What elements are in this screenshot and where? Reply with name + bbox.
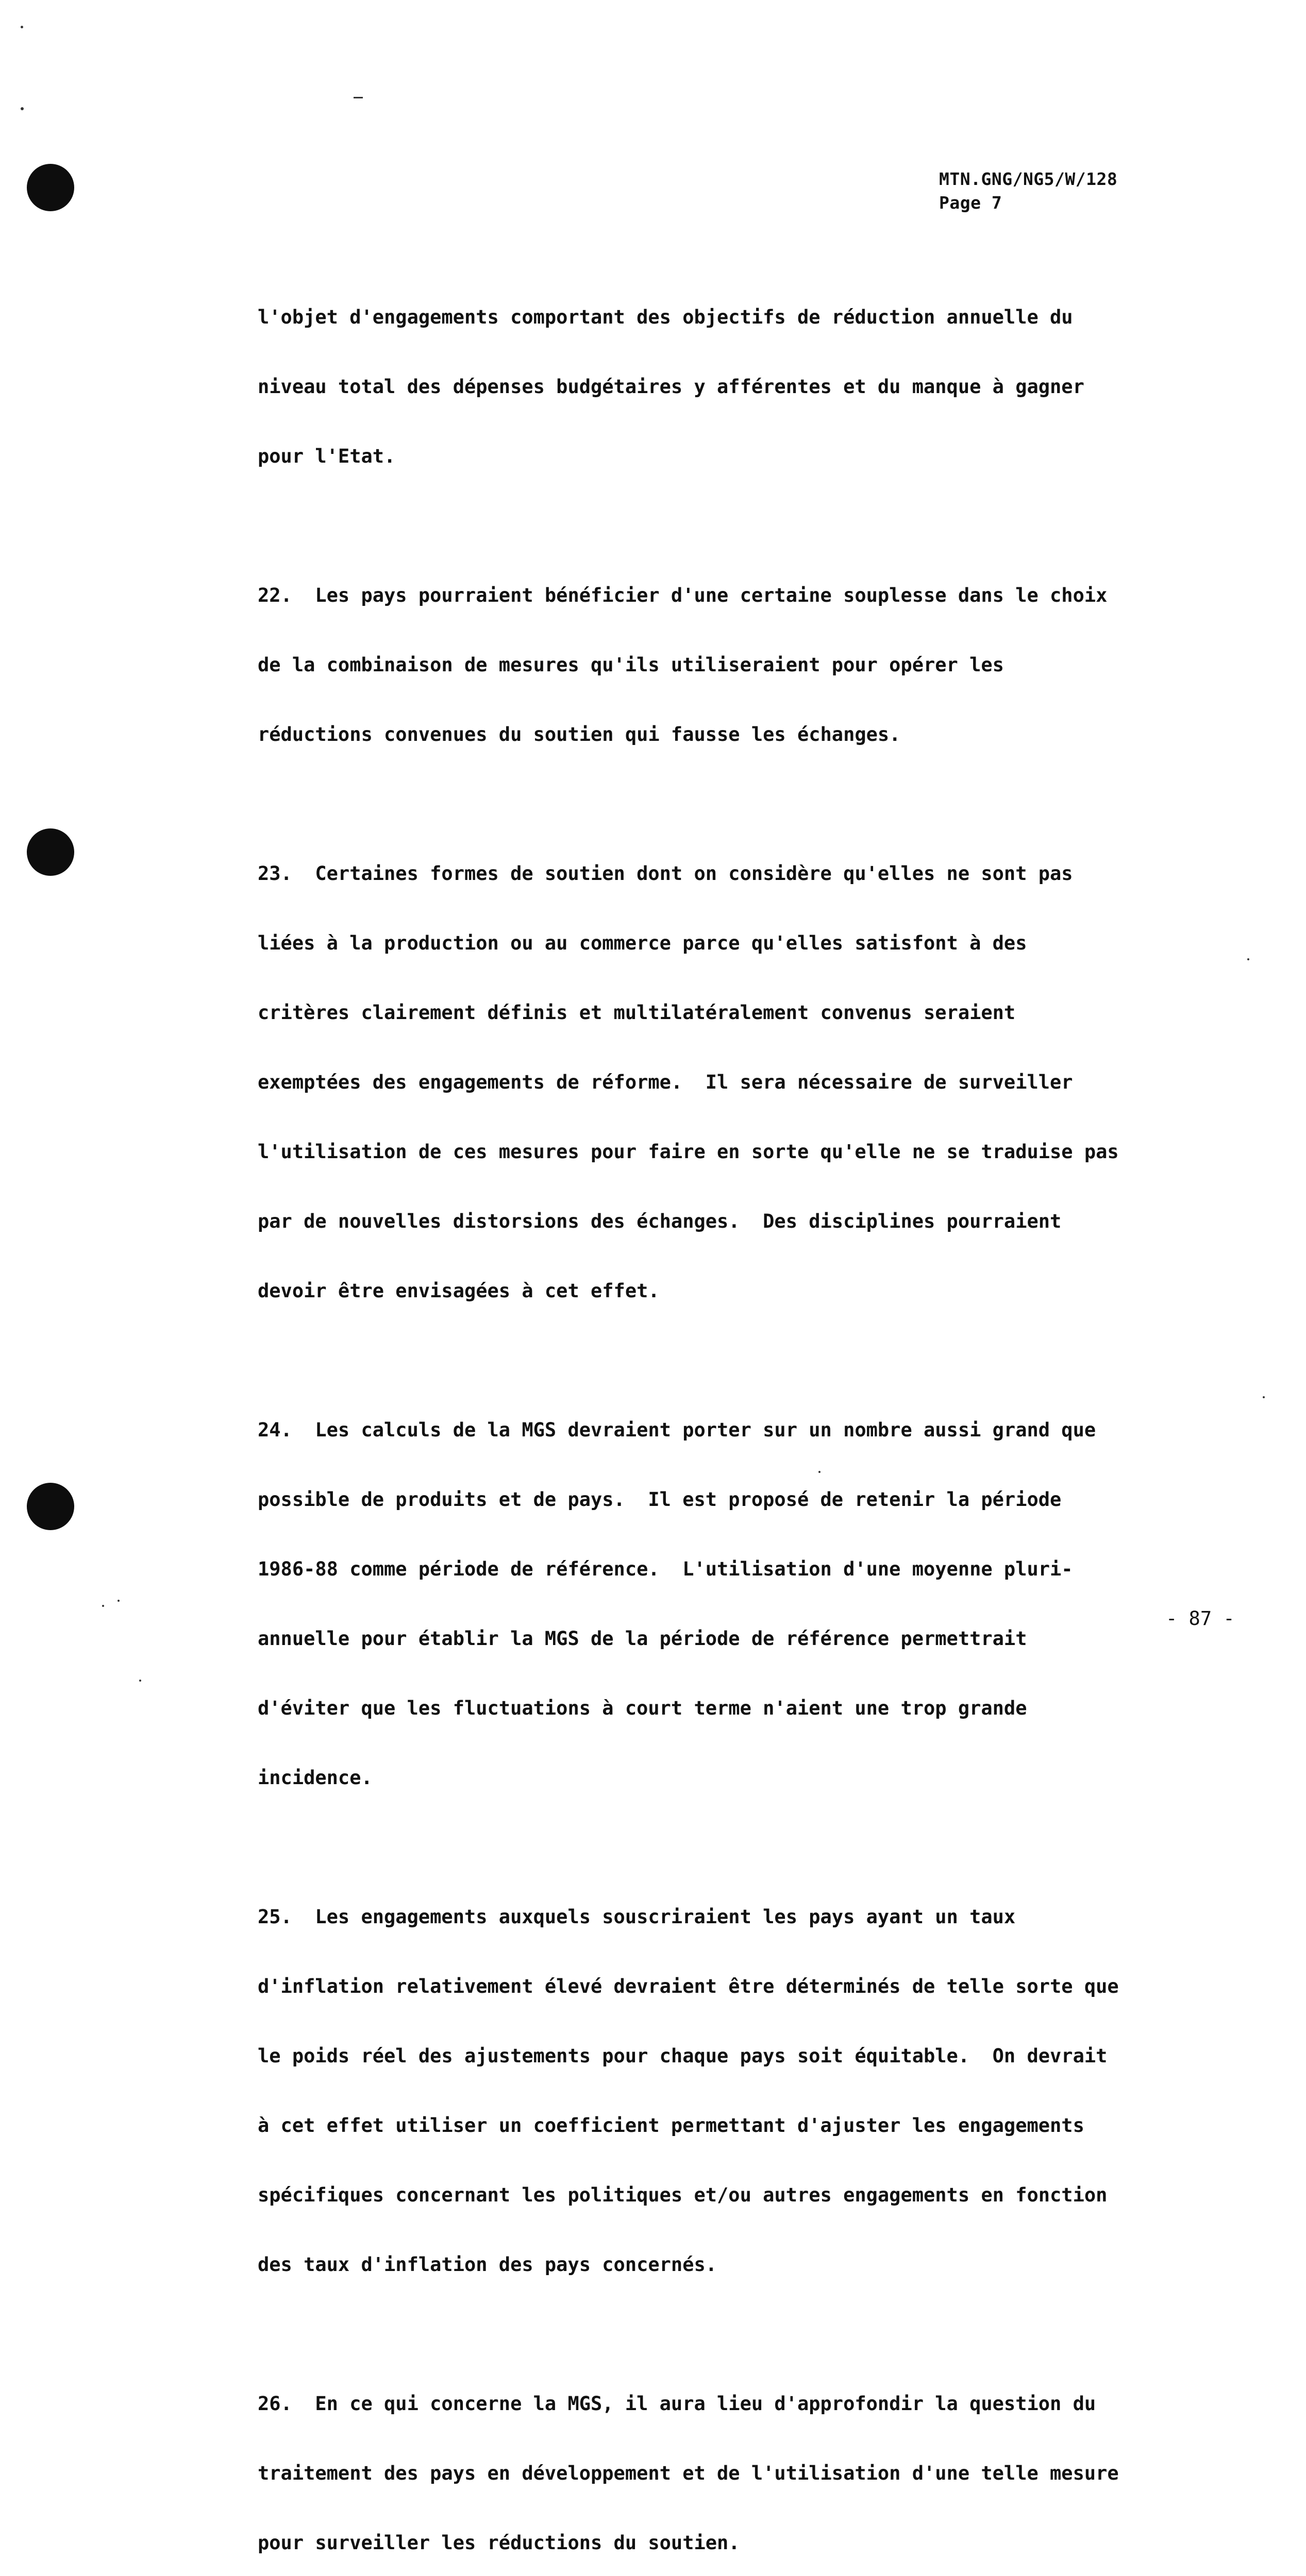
text-line: l'utilisation de ces mesures pour faire en sorte qu'elle ne se traduise pas (258, 1141, 1119, 1163)
paragraph-continuation (258, 259, 1144, 514)
text-line: possible de produits et de pays. Il est proposé de retenir la période (258, 1488, 1062, 1511)
scan-speck (139, 1680, 141, 1682)
paragraph-26 (258, 2346, 1144, 2576)
page-header (939, 167, 1117, 215)
punch-hole (27, 1483, 74, 1530)
text-line: 26. En ce qui concerne la MGS, il aura lieu d'approfondir la question du (258, 2393, 1096, 2415)
scan-speck (1263, 1396, 1265, 1398)
text-line: 1986-88 comme période de référence. L'utilisation d'une moyenne pluri- (258, 1558, 1073, 1580)
punch-hole (27, 828, 74, 876)
scan-speck (354, 97, 363, 98)
scan-speck (21, 107, 24, 110)
text-line: incidence. (258, 1767, 373, 1789)
page-number: - 87 - (1166, 1607, 1235, 1630)
scan-speck (21, 26, 23, 28)
text-line: traitement des pays en développement et de l'utilisation d'une telle mesure (258, 2462, 1119, 2484)
document-reference: MTN.GNG/NG5/W/128 (939, 169, 1118, 189)
text-line: d'éviter que les fluctuations à court terme n'aient une trop grande (258, 1697, 1027, 1719)
text-line: annuelle pour établir la MGS de la période de référence permettrait (258, 1628, 1027, 1650)
text-line: des taux d'inflation des pays concernés. (258, 2253, 717, 2276)
text-line: 23. Certaines formes de soutien dont on considère qu'elles ne sont pas (258, 862, 1073, 885)
paragraph-22 (258, 537, 1144, 792)
paragraph-24 (258, 1372, 1144, 1836)
page-label: Page 7 (939, 193, 1002, 213)
text-line: d'inflation relativement élevé devraient être déterminés de telle sorte que (258, 1975, 1119, 1997)
paragraph-25 (258, 1859, 1144, 2323)
text-line: 25. Les engagements auxquels souscriraient les pays ayant un taux (258, 1906, 1016, 1928)
text-line: pour l'Etat. (258, 445, 396, 467)
paragraph-23 (258, 816, 1144, 1349)
text-line: à cet effet utiliser un coefficient permettant d'ajuster les engagements (258, 2114, 1084, 2137)
text-line: pour surveiller les réductions du soutien. (258, 2532, 740, 2554)
text-line: niveau total des dépenses budgétaires y afférentes et du manque à gagner (258, 376, 1084, 398)
text-line: l'objet d'engagements comportant des objectifs de réduction annuelle du (258, 306, 1073, 328)
text-line: 24. Les calculs de la MGS devraient porter sur un nombre aussi grand que (258, 1419, 1096, 1441)
scan-speck (118, 1600, 120, 1602)
text-line: exemptées des engagements de réforme. Il sera nécessaire de surveiller (258, 1071, 1073, 1093)
document-body (258, 259, 1144, 2576)
text-line: liées à la production ou au commerce parce qu'elles satisfont à des (258, 932, 1027, 954)
text-line: spécifiques concernant les politiques et/ou autres engagements en fonction (258, 2184, 1108, 2206)
punch-hole (27, 164, 74, 211)
text-line: de la combinaison de mesures qu'ils utiliseraient pour opérer les (258, 654, 1004, 676)
scan-speck (102, 1605, 104, 1607)
text-line: par de nouvelles distorsions des échanges. Des disciplines pourraient (258, 1210, 1062, 1232)
text-line: réductions convenues du soutien qui fausse les échanges. (258, 723, 901, 745)
scan-speck (1247, 958, 1249, 960)
text-line: critères clairement définis et multilatéralement convenus seraient (258, 1002, 1016, 1024)
text-line: devoir être envisagées à cet effet. (258, 1280, 660, 1302)
text-line: 22. Les pays pourraient bénéficier d'une certaine souplesse dans le choix (258, 584, 1108, 606)
text-line: le poids réel des ajustements pour chaque pays soit équitable. On devrait (258, 2045, 1108, 2067)
